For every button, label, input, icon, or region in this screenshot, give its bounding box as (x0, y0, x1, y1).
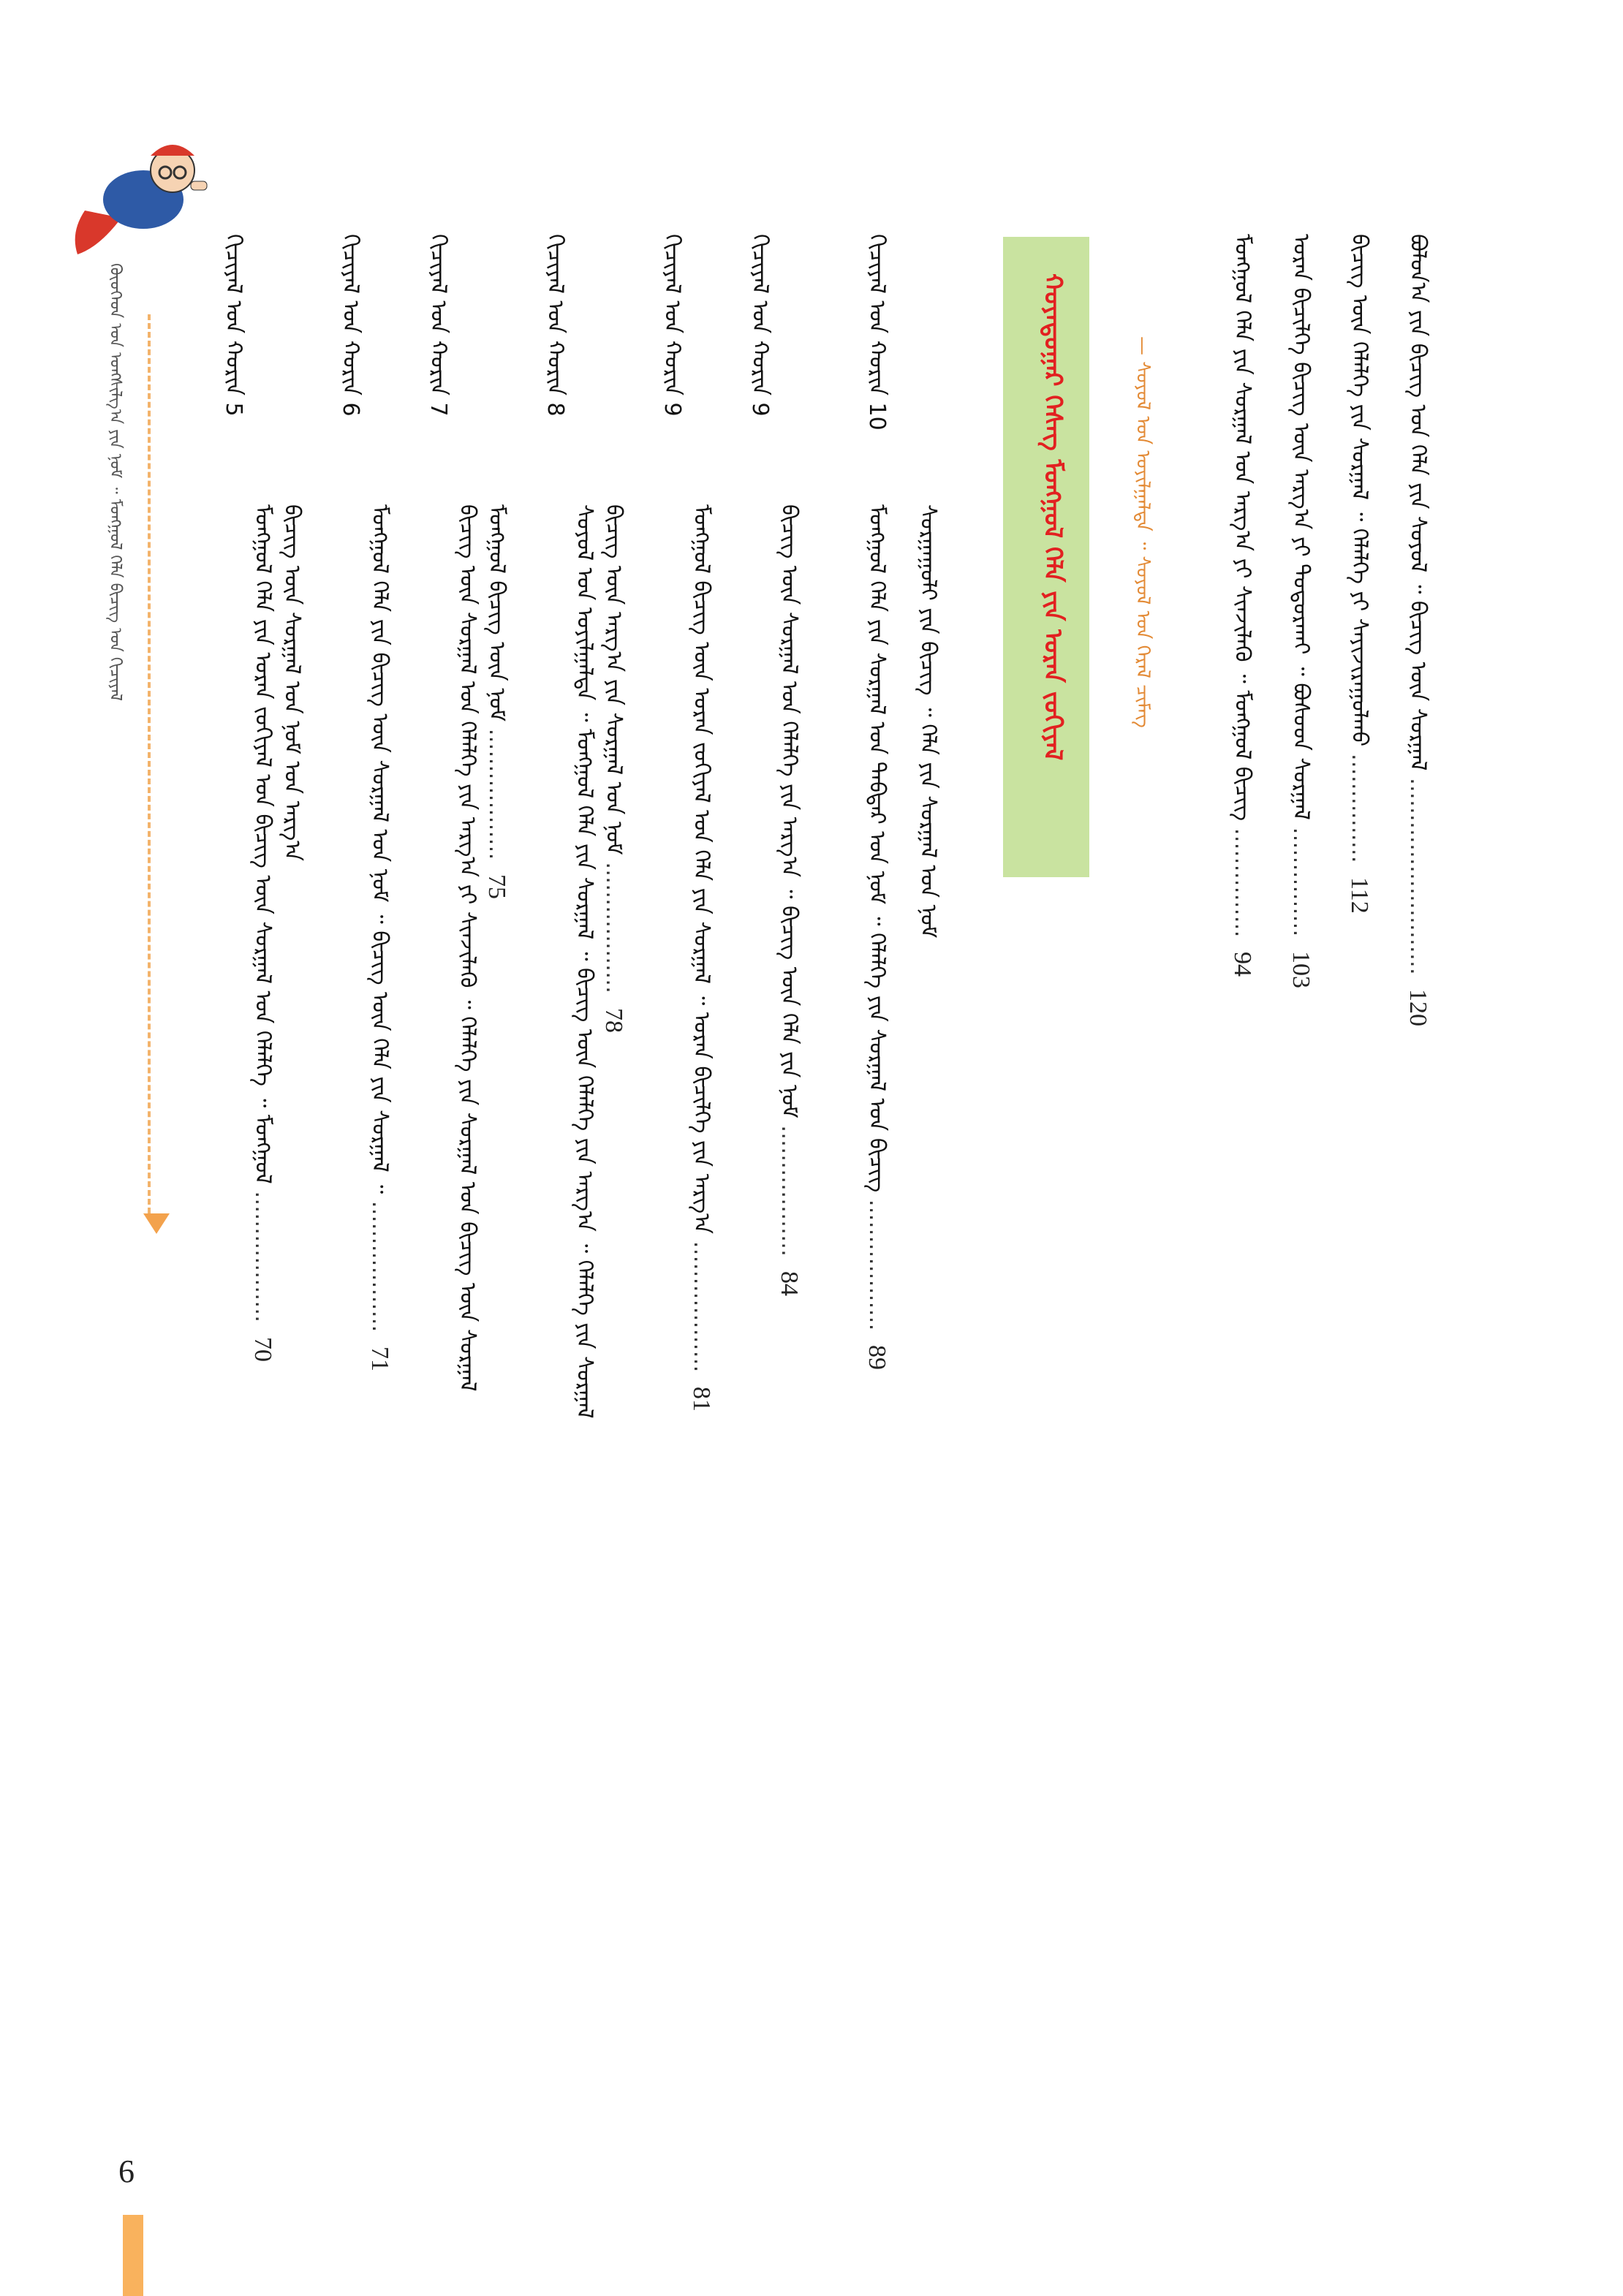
lesson-label: ᠬᠢᠴᠢᠶᠡᠯ ᠤᠨ ᠬᠣᠷᠢᠨ 9 (747, 234, 773, 417)
lesson-label: ᠬᠢᠴᠢᠶᠡᠯ ᠤᠨ ᠬᠣᠷᠢᠨ 6 (338, 234, 363, 417)
lesson-text-line: ᠮᠣᠩᠭᠣᠯ ᠪᠢᠴᠢᠭ᠌ ᠦᠨ ᠤᠷᠠᠨ ᠵᠣᠬᠢᠶᠠᠯ ᠤᠨ ᠬᠡᠯᠡ ᠶᠢᠨ ᠰᠤᠷᠭᠠᠯ ᠃ ᠤᠷᠠᠨ ᠪᠢᠴᠢᠯᠭᠡ ᠶᠢᠨ ᠠᠷᠭ᠎ᠠ ……………… 81 (688, 504, 715, 1412)
page-edge-tab (123, 2215, 143, 2296)
lesson-label: ᠬᠢᠴᠢᠶᠡᠯ ᠤᠨ ᠬᠣᠷᠢᠨ 10 (864, 234, 890, 431)
lesson-text-line: ᠪᠢᠴᠢᠭ᠌ ᠦᠨ ᠰᠤᠷᠭᠠᠯ ᠤᠨ ᠬᠡᠯᠡᠯᠭᠡ ᠶᠢᠨ ᠠᠷᠭ᠎ᠠ ᠶᠢ ᠰᠢᠨᠵᠢᠯᠡᠬᠦ ᠃ ᠬᠡᠯᠡᠯᠭᠡ ᠶᠢᠨ ᠰᠤᠷᠭᠠᠯ ᠤᠨ ᠪᠢᠴᠢᠭ᠌ ᠦᠨ ᠰᠤᠷᠭᠠᠯ (455, 504, 480, 1392)
lesson-text-line: ᠮᠣᠩᠭᠣᠯ ᠬᠡᠯᠡ ᠶᠢᠨ ᠪᠢᠴᠢᠭ᠌ ᠦᠨ ᠰᠤᠷᠭᠠᠯ ᠤᠨ ᠨᠣᠮ ᠃ ᠪᠢᠴᠢᠭ᠌ ᠦᠨ ᠬᠡᠯᠡ ᠶᠢᠨ ᠰᠤᠷᠭᠠᠯ ᠃ ……………… 71 (366, 504, 393, 1372)
lesson-entry[interactable] (336, 234, 364, 417)
section-title-box (1003, 237, 1089, 877)
page-number: 6 (118, 2153, 135, 2189)
lesson-label: ᠬᠢᠴᠢᠶᠡᠯ ᠤᠨ ᠬᠣᠷᠢᠨ 9 (659, 234, 685, 417)
lesson-text-line: ᠰᠣᠶᠣᠯ ᠤᠨ ᠣᠶᠢᠯᠭᠠᠯᠲᠠ ᠃ ᠮᠣᠩᠭᠣᠯ ᠬᠡᠯᠡ ᠶᠢᠨ ᠰᠤᠷᠭᠠᠯ ᠃ ᠪᠢᠴᠢᠭ᠌ ᠦᠨ ᠬᠡᠯᠡᠯᠭᠡ ᠶᠢᠨ ᠠᠷᠭ᠎ᠠ ᠃ ᠬᠡᠯᠡᠯᠭᠡ ᠶᠢᠨ ᠰᠤᠷᠭᠠᠯ (572, 504, 597, 1419)
lesson-entry[interactable] (424, 234, 452, 417)
lesson-entry[interactable] (219, 234, 247, 417)
lesson-text-line: ᠮᠣᠩᠭᠣᠯ ᠪᠢᠴᠢᠭ᠌ ᠦᠨ ᠨᠣᠮ ……………… 75 (483, 504, 510, 900)
lesson-entry[interactable] (746, 234, 773, 417)
lesson-entry[interactable] (863, 234, 890, 431)
lesson-text-line: ᠪᠢᠴᠢᠭ᠌ ᠦᠨ ᠰᠤᠷᠭᠠᠯ ᠤᠨ ᠬᠡᠯᠡᠯᠭᠡ ᠶᠢᠨ ᠠᠷᠭ᠎ᠠ ᠃ ᠪᠢᠴᠢᠭ᠌ ᠦᠨ ᠬᠡᠯᠡ ᠶᠢᠨ ᠨᠣᠮ ……………… 84 (776, 504, 803, 1296)
lesson-label: ᠬᠢᠴᠢᠶᠡᠯ ᠤᠨ ᠬᠣᠷᠢᠨ 8 (542, 234, 568, 417)
section-subtitle: — ᠰᠣᠶᠣᠯ ᠤᠨ ᠣᠶᠢᠯᠭᠠᠯᠲᠠ ᠃ ᠰᠣᠶᠣᠯ ᠤᠨ ᠭᠡᠷᠡᠯ ᠴᠢᠮᠡᠭ (1132, 336, 1154, 728)
flying-boy-mascot-icon (63, 130, 216, 262)
lesson-text-line: ᠰᠤᠷᠭᠠᠭᠤᠯᠢ ᠶᠢᠨ ᠪᠢᠴᠢᠭ᠌ ᠃ ᠬᠡᠯᠡ ᠶᠢᠨ ᠰᠤᠷᠭᠠᠯ ᠤᠨ ᠨᠣᠮ (915, 504, 941, 939)
lesson-text-line: ᠪᠢᠴᠢᠭ᠌ ᠦᠨ ᠠᠷᠭ᠎ᠠ ᠶᠢᠨ ᠰᠤᠷᠭᠠᠯ ᠤᠨ ᠨᠣᠮ ……………… 78 (600, 504, 627, 1033)
section-title: ᠬᠣᠶᠠᠳᠤᠭᠠᠷ ᠬᠡᠰᠡᠭ ᠮᠣᠩᠭᠣᠯ ᠬᠡᠯᠡ ᠶᠢᠨ ᠤᠷᠠᠨ ᠵᠣᠬᠢᠶᠠᠯ (1038, 273, 1067, 761)
toc-entry[interactable]: ᠤᠷᠠᠨ ᠪᠢᠴᠢᠯᠭᠡ ᠪᠢᠴᠢᠭ᠌ ᠦᠨ ᠠᠷᠭ᠎ᠠ ᠶᠢ ᠲᠣᠳᠣᠷᠬᠠᠢ ᠃ ᠪᠤᠰᠤᠳ ᠰᠤᠷᠭᠠᠯ …………… 103 (1287, 234, 1314, 988)
lesson-text-line: ᠮᠣᠩᠭᠣᠯ ᠬᠡᠯᠡ ᠶᠢᠨ ᠰᠤᠷᠭᠠᠯ ᠤᠨ ᠳᠡᠪᠲᠡᠷ ᠤᠨ ᠨᠣᠮ ᠃ ᠬᠡᠯᠡᠯᠭᠡ ᠶᠢᠨ ᠰᠤᠷᠭᠠᠯ ᠤᠨ ᠪᠢᠴᠢᠭ᠌ ……………… 89 (863, 504, 890, 1371)
running-header-text: ᠬᠦᠦᠬᠡᠳ ᠤᠨ ᠤᠩᠰᠢᠯᠭ᠎ᠠ ᠶᠢᠨ ᠨᠣᠮ ᠃ ᠮᠣᠩᠭᠣᠯ ᠬᠡᠯᠡ ᠪᠢᠴᠢᠭ ᠤᠨ ᠬᠢᠴᠢᠶᠡᠯ (106, 263, 124, 701)
toc-entry[interactable]: ᠮᠣᠩᠭᠣᠯ ᠬᠡᠯᠡ ᠶᠢᠨ ᠰᠤᠷᠭᠠᠯ ᠤᠨ ᠠᠷᠭ᠎ᠠ ᠶᠢ ᠰᠢᠨᠵᠢᠯᠡᠬᠦ ᠃ ᠮᠣᠩᠭᠣᠯ ᠪᠢᠴᠢᠭ᠌ …………… 94 (1229, 234, 1256, 977)
lesson-entry[interactable] (658, 234, 686, 417)
lesson-text-line: ᠪᠢᠴᠢᠭ᠌ ᠦᠨ ᠰᠤᠷᠭᠠᠯ ᠤᠨ ᠨᠣᠮ ᠤᠨ ᠠᠷᠭ᠎ᠠ (279, 504, 305, 862)
lesson-label: ᠬᠢᠴᠢᠶᠡᠯ ᠤᠨ ᠬᠣᠷᠢᠨ 5 (221, 234, 246, 417)
triangle-down-icon (143, 1213, 170, 1234)
decorative-dashed-line (148, 314, 151, 1213)
toc-entry[interactable]: ᠪᠣᠯᠤᠨ᠎ᠠ ᠶᠢᠨ ᠪᠢᠴᠢᠭ᠌ ᠤᠨ ᠬᠡᠯᠡ ᠶᠢᠨ ᠰᠣᠶᠣᠯ ᠃ ᠪᠢᠴᠢᠭ᠌ ᠦᠨ ᠰᠤᠷᠭᠠᠯ ……………………… 120 (1404, 234, 1431, 1027)
lesson-text-line: ᠮᠣᠩᠭᠣᠯ ᠬᠡᠯᠡ ᠶᠢᠨ ᠤᠷᠠᠨ ᠵᠣᠬᠢᠶᠠᠯ ᠤᠨ ᠪᠢᠴᠢᠭ᠌ ᠦᠨ ᠰᠤᠷᠭᠠᠯ ᠤᠨ ᠬᠡᠯᠡᠯᠭᠡ ᠃ ᠮᠣᠩᠭᠣᠯ ……………… 70 (249, 504, 276, 1362)
lesson-entry[interactable] (541, 234, 569, 417)
toc-entry[interactable]: ᠪᠢᠴᠢᠭ᠌ ᠦᠨ ᠬᠡᠯᠡᠯᠭᠡ ᠶᠢᠨ ᠰᠤᠷᠭᠠᠯ ᠃ ᠬᠡᠯᠡᠯᠭᠡ ᠶᠢ ᠰᠠᠶᠢᠵᠢᠷᠠᠭᠤᠯᠬᠤ …………… 112 (1346, 234, 1373, 914)
lesson-label: ᠬᠢᠴᠢᠶᠡᠯ ᠤᠨ ᠬᠣᠷᠢᠨ 7 (425, 234, 451, 417)
